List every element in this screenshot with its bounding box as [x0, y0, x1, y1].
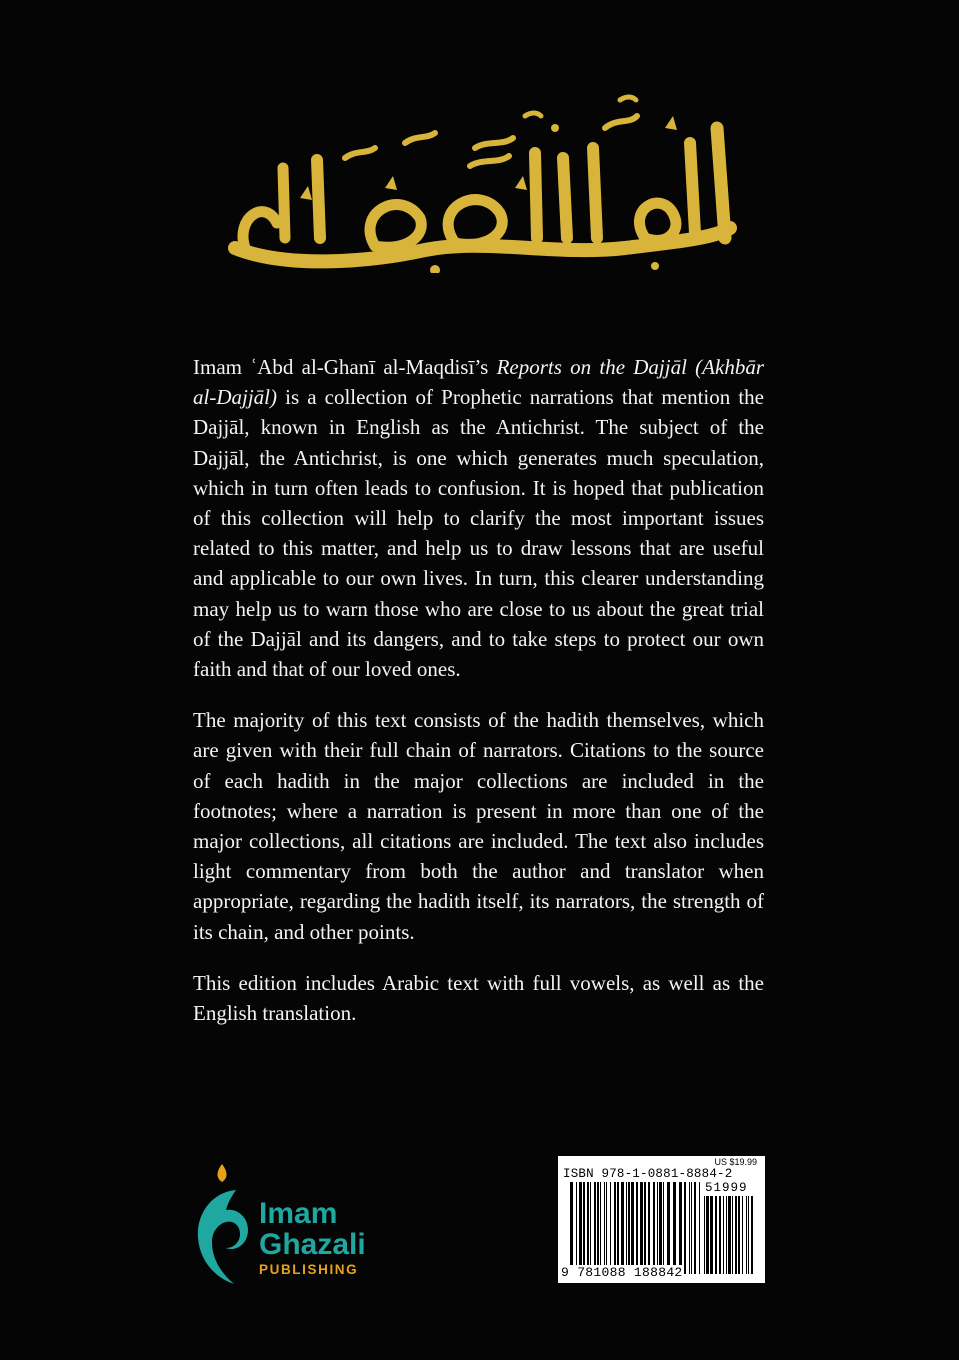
barcode-bars-icon — [570, 1182, 702, 1274]
blurb-p1-rest: is a collection of Prophetic narrations that mention the Dajjāl, known in English as the Antichrist. The subject of the Dajjāl, the Antichrist, is one which generates much speculation, which in turn often leads to confusion. It is hoped that publication of this collection will help to clarify the most important issues related to this matter, and help us to draw lessons that are useful and applicable to our own lives. In turn, this clearer understanding may help us to warn those who are close to us about the great trial of the Dajjāl and its dangers, and to take steps to protect our own faith and that of our loved ones. — [193, 385, 764, 682]
publisher-name — [259, 1198, 366, 1278]
blurb-paragraph-1 — [193, 352, 764, 684]
publisher-name-line1: Imam — [259, 1197, 338, 1230]
isbn-barcode — [558, 1156, 765, 1283]
publisher-logo — [192, 1162, 402, 1287]
publisher-logo-icon — [192, 1162, 252, 1287]
blurb-paragraph-3: This edition includes Arabic text with full vowels, as well as the English translation. — [193, 970, 764, 1026]
barcode-supplement-bars-icon — [704, 1196, 756, 1274]
ean-digits: 9 781088 188842 — [561, 1265, 683, 1280]
book-title-italic: Reports on the Dajjāl (Akhbār al-Dajjāl) — [193, 355, 764, 410]
price-label: US $19.99 — [714, 1157, 757, 1167]
isbn-text: ISBN 978-1-0881-8884-2 — [563, 1167, 733, 1181]
publisher-name-line2: Ghazali — [259, 1228, 366, 1261]
blurb-paragraph-2: The majority of this text consists of the hadith themselves, which are given with their full chain of narrators. Citations to the source of each hadith in the major collections are included in the footnotes; where a narration is present in more than one of the major collections, all citations are included. The text also includes light commentary from both the author and translator when appropriate, regarding the hadith itself, its narrators, the strength of its chain, and other points. — [193, 708, 764, 944]
arabic-calligraphy-title — [225, 88, 740, 273]
publisher-subtitle: PUBLISHING — [259, 1262, 359, 1277]
blurb — [193, 352, 764, 1049]
blurb-lead: Imam ʿAbd al-Ghanī al-Maqdisī’s — [193, 355, 497, 379]
price-code: 51999 — [705, 1181, 748, 1195]
